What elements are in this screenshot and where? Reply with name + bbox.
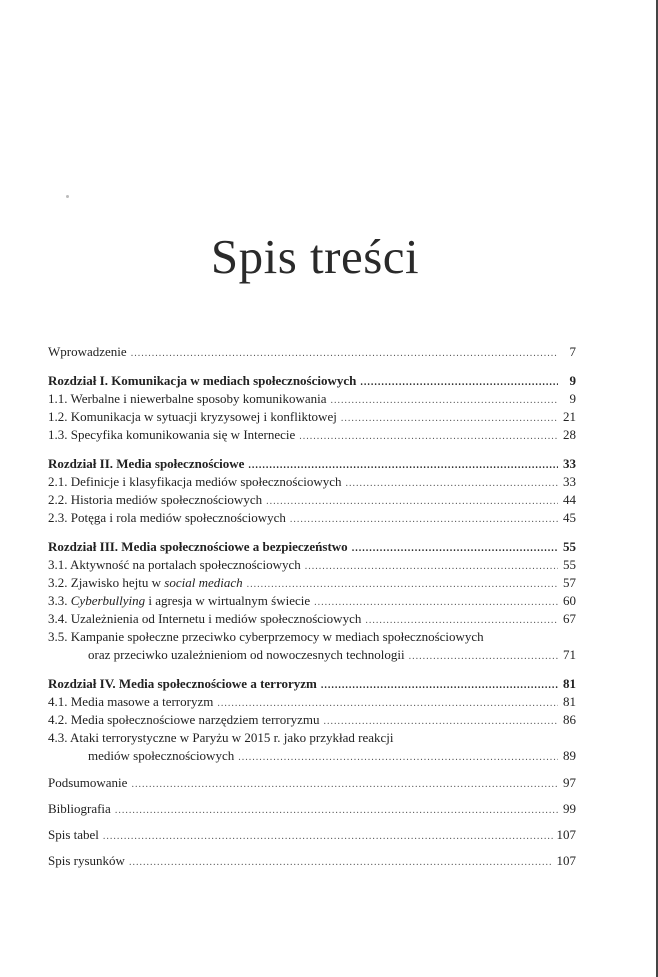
toc-section[interactable]: 2.2. Historia mediów społecznościowych ..... 44 [48, 491, 576, 509]
paper-speck [66, 195, 69, 198]
toc-section[interactable]: 1.2. Komunikacja w sytuacji kryzysowej i konfliktowej ..... 21 [48, 408, 576, 426]
toc-section[interactable]: 4.2. Media społecznościowe narzędziem terroryzmu ..... 86 [48, 711, 576, 729]
toc-section[interactable]: 2.1. Definicje i klasyfikacja mediów społecznościowych ..... 33 [48, 473, 576, 491]
toc-entry-tables[interactable]: Spis tabel ..... 107 [48, 826, 576, 852]
toc-section[interactable]: 3.1. Aktywność na portalach społecznościowych ..... 55 [48, 556, 576, 574]
leader-dots [131, 345, 558, 363]
leader-dots [360, 374, 558, 392]
toc-entry-figures[interactable]: Spis rysunków ..... 107 [48, 852, 576, 878]
toc-entry-summary[interactable]: Podsumowanie ..... 97 [48, 774, 576, 800]
toc-section[interactable]: 3.4. Uzależnienia od Internetu i mediów społecznościowych ..... 67 [48, 610, 576, 628]
toc-chapter-4[interactable]: Rozdział IV. Media społecznościowe a terroryzm ..... 81 [48, 675, 576, 693]
table-of-contents [48, 343, 576, 878]
toc-chapter-2[interactable]: Rozdział II. Media społecznościowe ..... 33 [48, 455, 576, 473]
toc-section-line2[interactable]: mediów społecznościowych ..... 89 [48, 747, 576, 765]
toc-section[interactable]: 3.2. Zjawisko hejtu w social mediach ..... 57 [48, 574, 576, 592]
toc-section-line1[interactable]: 3.5. Kampanie społeczne przeciwko cyberprzemocy w mediach społecznościowych [48, 629, 484, 644]
toc-section[interactable]: 2.3. Potęga i rola mediów społecznościowych ..... 45 [48, 509, 576, 527]
toc-chapter-1[interactable]: Rozdział I. Komunikacja w mediach społecznościowych ..... 9 [48, 372, 576, 390]
page-title: Spis treści [210, 229, 420, 284]
toc-entry-bibliography[interactable]: Bibliografia ..... 99 [48, 800, 576, 826]
toc-section[interactable]: 1.1. Werbalne i niewerbalne sposoby komunikowania ..... 9 [48, 390, 576, 408]
toc-section[interactable]: 4.1. Media masowe a terroryzm ..... 81 [48, 693, 576, 711]
toc-section[interactable]: 3.3. Cyberbullying i agresja w wirtualnym świecie ..... 60 [48, 592, 576, 610]
toc-section-line1[interactable]: 4.3. Ataki terrorystyczne w Paryżu w 2015 r. jako przykład reakcji [48, 730, 394, 745]
toc-section[interactable]: 1.3. Specyfika komunikowania się w Internecie ..... 28 [48, 426, 576, 444]
toc-section-line2[interactable]: oraz przeciwko uzależnieniom od nowoczesnych technologii ..... 71 [48, 646, 576, 664]
toc-chapter-3[interactable]: Rozdział III. Media społecznościowe a bezpieczeństwo ..... 55 [48, 538, 576, 556]
toc-entry-intro[interactable]: Wprowadzenie ..... 7 [48, 343, 576, 361]
